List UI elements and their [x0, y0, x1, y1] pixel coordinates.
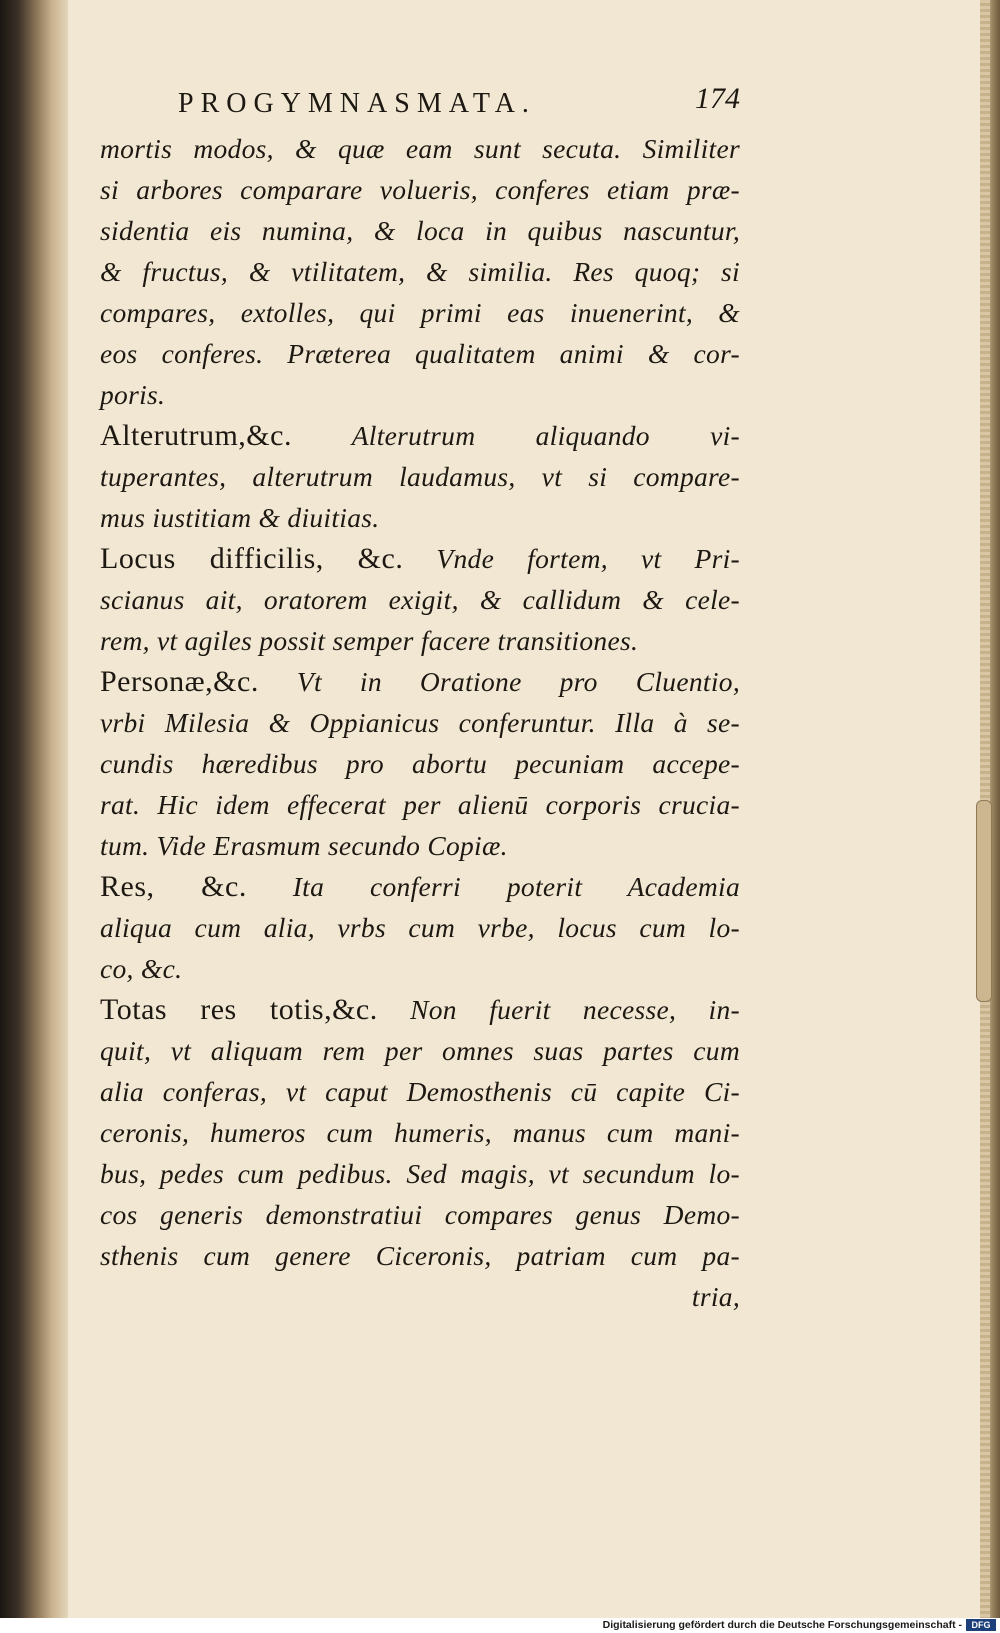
line-text: tum. Vide Erasmum secundo Copiæ. — [100, 830, 508, 861]
text-line — [100, 1194, 740, 1235]
text-line — [100, 989, 740, 1030]
text-line — [100, 128, 740, 169]
text-line — [100, 456, 740, 497]
line-text: vrbi Milesia & Oppianicus conferuntur. Illa à se- — [100, 707, 740, 738]
text-line — [100, 907, 740, 948]
line-text: mus iustitiam & diuitias. — [100, 502, 380, 533]
body-text — [100, 128, 740, 1276]
text-line — [100, 825, 740, 866]
text-line — [100, 866, 740, 907]
text-line — [100, 1153, 740, 1194]
line-text: Ita conferri poterit Academia — [246, 871, 741, 902]
line-text: tuperantes, alterutrum laudamus, vt si compare- — [100, 461, 740, 492]
line-text: cundis hæredibus pro abortu pecuniam accepe- — [100, 748, 740, 779]
catchword: tria, — [691, 1281, 740, 1312]
text-line — [100, 784, 740, 825]
line-text: poris. — [100, 379, 166, 410]
text-line — [100, 251, 740, 292]
lemma: Totas res totis,&c. — [100, 993, 378, 1026]
line-text: mortis modos, & quæ eam sunt secuta. Similiter — [100, 133, 740, 164]
page-content — [100, 80, 740, 1317]
line-text: co, &c. — [100, 953, 183, 984]
folio-number: 174 — [695, 82, 740, 115]
text-line — [100, 620, 740, 661]
line-text: rat. Hic idem effecerat per alienū corporis crucia- — [100, 789, 740, 820]
text-line — [100, 374, 740, 415]
line-text: rem, vt agiles possit semper facere transitiones. — [100, 625, 639, 656]
line-text: sidentia eis numina, & loca in quibus nascuntur, — [100, 215, 740, 246]
line-text: Non fuerit necesse, in- — [377, 994, 740, 1025]
lemma: Alterutrum,&c. — [100, 419, 292, 452]
text-line — [100, 1235, 740, 1276]
line-text: & fructus, & vtilitatem, & similia. Res quoq; si — [100, 256, 740, 287]
line-text: scianus ait, oratorem exigit, & callidum & cele- — [100, 584, 740, 615]
text-line — [100, 1112, 740, 1153]
dfg-logo: DFG — [966, 1619, 996, 1631]
line-text: compares, extolles, qui primi eas inuenerint, & — [100, 297, 740, 328]
line-text: ceronis, humeros cum humeris, manus cum mani- — [100, 1117, 740, 1148]
line-text: eos conferes. Præterea qualitatem animi & cor- — [100, 338, 740, 369]
text-line — [100, 948, 740, 989]
line-text: alia conferas, vt caput Demosthenis cū capite Ci- — [100, 1076, 740, 1107]
line-text: cos generis demonstratiui compares genus Demo- — [100, 1199, 740, 1230]
text-line — [100, 1071, 740, 1112]
line-text: aliqua cum alia, vrbs cum vrbe, locus cum lo- — [100, 912, 740, 943]
line-text: quit, vt aliquam rem per omnes suas partes cum — [100, 1035, 740, 1066]
line-text: Alterutrum aliquando vi- — [291, 420, 740, 451]
page-header — [100, 80, 740, 128]
line-text: si arbores comparare volueris, conferes etiam præ- — [100, 174, 740, 205]
line-text: bus, pedes cum pedibus. Sed magis, vt secundum lo- — [100, 1158, 740, 1189]
text-line — [100, 415, 740, 456]
lemma: Personæ,&c. — [100, 665, 259, 698]
book-clasp-tab — [976, 800, 992, 1002]
line-text: Vt in Oratione pro Cluentio, — [258, 666, 740, 697]
text-line — [100, 292, 740, 333]
lemma: Locus difficilis, &c. — [100, 542, 404, 575]
text-line — [100, 538, 740, 579]
text-line — [100, 333, 740, 374]
text-line — [100, 579, 740, 620]
text-line — [100, 210, 740, 251]
binding-gutter — [0, 0, 68, 1618]
text-line — [100, 702, 740, 743]
text-line — [100, 743, 740, 784]
running-head: PROGYMNASMATA. — [178, 88, 536, 119]
line-text: sthenis cum genere Ciceronis, patriam cum pa- — [100, 1240, 740, 1271]
text-line — [100, 661, 740, 702]
line-text: Vnde fortem, vt Pri- — [403, 543, 740, 574]
funding-credit: Digitalisierung gefördert durch die Deutsche Forschungsgemeinschaft - — [602, 1619, 962, 1631]
text-line — [100, 1030, 740, 1071]
text-line — [100, 169, 740, 210]
lemma: Res, &c. — [100, 870, 247, 903]
text-line — [100, 497, 740, 538]
